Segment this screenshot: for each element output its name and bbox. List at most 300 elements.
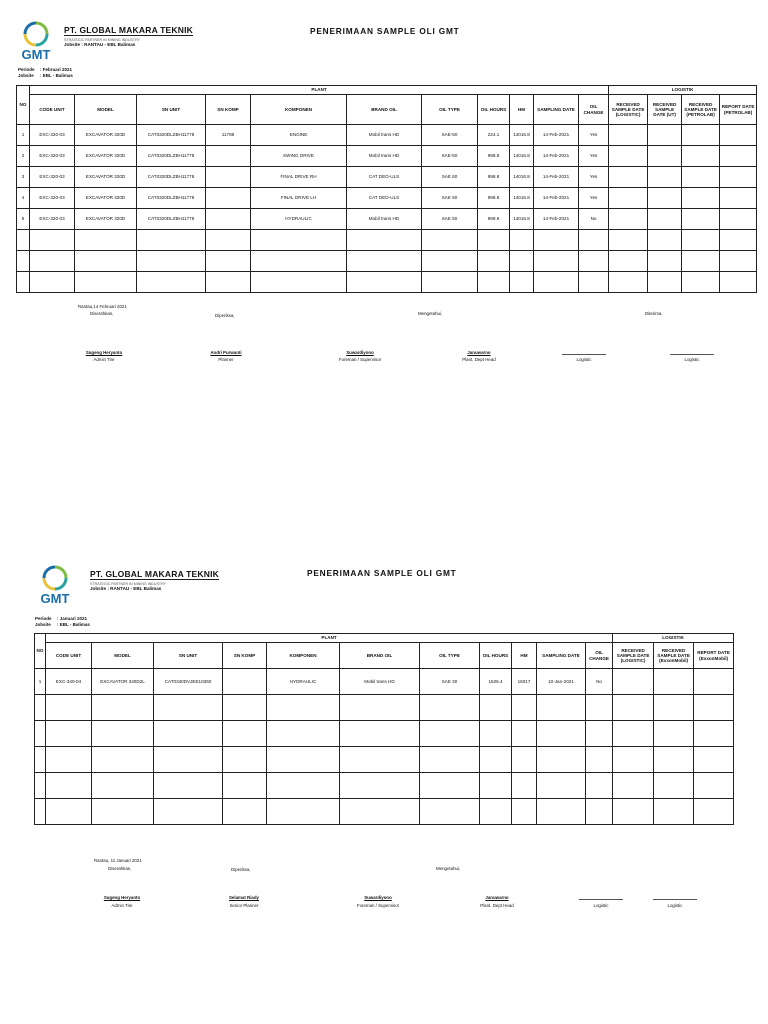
- table-cell: [586, 799, 613, 825]
- table-cell: [251, 251, 347, 272]
- table-cell: [609, 146, 648, 167]
- table-cell: [586, 747, 613, 773]
- table-cell: 998.8: [478, 188, 510, 209]
- table-cell: SAE 60: [422, 188, 478, 209]
- table-cell: [682, 125, 720, 146]
- table-cell: EXC-340-04: [46, 669, 92, 695]
- col-hm: HM: [510, 95, 534, 125]
- table-cell: [586, 695, 613, 721]
- table-cell: [92, 721, 154, 747]
- table-cell: [30, 251, 75, 272]
- table-cell: [480, 747, 512, 773]
- signer-role: Foreman / Supervisor: [356, 903, 400, 908]
- signature-line: [670, 354, 714, 355]
- table-cell: [223, 695, 267, 721]
- table-cell: [206, 251, 251, 272]
- table-cell: HYDRAULIC: [251, 209, 347, 230]
- table-cell: [537, 695, 586, 721]
- table-row: [17, 209, 757, 230]
- table-cell: SAE 60: [422, 167, 478, 188]
- table-cell: Mobil trans HD: [347, 125, 422, 146]
- table-cell: [534, 230, 579, 251]
- table-cell: [137, 251, 206, 272]
- table-cell: EXC-320-03: [30, 146, 75, 167]
- gmt-logo: [35, 564, 75, 606]
- table-row: [35, 747, 734, 773]
- jobsite-label: Jobsite: [18, 73, 34, 78]
- table-cell: [17, 272, 30, 293]
- table-cell: [682, 251, 720, 272]
- table-cell: 14-Feb-2021: [534, 125, 579, 146]
- col-sampling-date: SAMPLING DATE: [534, 95, 579, 125]
- table-cell: [613, 747, 654, 773]
- signer-role: Planner: [218, 357, 234, 362]
- table-cell: [206, 146, 251, 167]
- table-cell: [340, 773, 420, 799]
- col-oil-change: OIL CHANGE: [579, 95, 609, 125]
- col-komponen: KOMPONEN: [251, 95, 347, 125]
- col-no: NO: [17, 86, 30, 125]
- table-cell: [223, 721, 267, 747]
- table-row: [35, 695, 734, 721]
- table-row: [17, 272, 757, 293]
- col-report-petrolab: REPORT DATE (PETROLAB): [720, 95, 757, 125]
- table-cell: CAT DEO-ULS: [347, 188, 422, 209]
- periode-value: : Januari 2021: [57, 616, 88, 621]
- col-model: MODEL: [92, 643, 154, 669]
- table-body: [35, 669, 734, 825]
- table-cell: [267, 773, 340, 799]
- signer-role: Plant. Dept Head: [462, 357, 496, 362]
- signer-role: Logistic: [576, 357, 592, 362]
- table-row: [17, 167, 757, 188]
- table-cell: [613, 695, 654, 721]
- table-cell: No: [586, 669, 613, 695]
- table-cell: [694, 669, 734, 695]
- table-cell: [648, 188, 682, 209]
- table-cell: SAE-50: [422, 125, 478, 146]
- sign-diserahkan: Diserahkan,: [90, 311, 114, 316]
- table-cell: [694, 747, 734, 773]
- col-report-exxonmobil: REPORT DATE (ExxonMobil): [694, 643, 734, 669]
- table-cell: [586, 773, 613, 799]
- sign-city-date: Rantau, 11 Januari 2021: [94, 858, 142, 863]
- table-cell: [223, 669, 267, 695]
- sign-diperiksa: Diperiksa,: [231, 867, 251, 872]
- table-cell: Mobil trans HD: [347, 146, 422, 167]
- group-plant: PLANT: [46, 634, 613, 643]
- jobsite-value: : EBL - Balimas: [40, 73, 73, 78]
- table-cell: [347, 230, 422, 251]
- table-row: [35, 721, 734, 747]
- table-cell: SWING DRIVE: [251, 146, 347, 167]
- table-cell: [340, 721, 420, 747]
- table-cell: HYDRAULIC: [267, 669, 340, 695]
- table-cell: No: [579, 209, 609, 230]
- col-sn-unit: SN UNIT: [154, 643, 223, 669]
- table-cell: 14-Feb-2021: [534, 167, 579, 188]
- table-cell: SAE 30: [420, 669, 480, 695]
- table-cell: [654, 695, 694, 721]
- table-cell: [648, 167, 682, 188]
- table-cell: [206, 167, 251, 188]
- table-cell: [694, 695, 734, 721]
- table-cell: [480, 799, 512, 825]
- table-cell: [92, 773, 154, 799]
- table-cell: [251, 230, 347, 251]
- meta-block: [18, 67, 73, 79]
- table-cell: [654, 669, 694, 695]
- table-cell: [720, 125, 757, 146]
- table-cell: [75, 272, 137, 293]
- table-cell: [267, 799, 340, 825]
- table-cell: EXCAVATOR 340D2L: [92, 669, 154, 695]
- table-cell: [30, 272, 75, 293]
- table-cell: 14-Feb-2021: [534, 146, 579, 167]
- table-cell: [613, 799, 654, 825]
- col-received-logistic: RECEIVED SAMPLE DATE (LOGISTIC): [613, 643, 654, 669]
- signer-role: Logistic: [593, 903, 609, 908]
- col-sn-komp: SN KOMP: [206, 95, 251, 125]
- table-cell: [512, 799, 537, 825]
- col-no: NO: [35, 634, 46, 669]
- table-cell: [720, 146, 757, 167]
- col-received-petrolab: RECEIVED SAMPLE DATE (PETROLAB): [682, 95, 720, 125]
- table-cell: [35, 721, 46, 747]
- table-body: [17, 125, 757, 293]
- table-cell: [720, 188, 757, 209]
- table-cell: [682, 167, 720, 188]
- sign-diperiksa: Diperiksa,: [215, 313, 235, 318]
- sign-city-date: Rantau,14 Februari 2021: [78, 304, 127, 309]
- table-cell: [478, 272, 510, 293]
- table-cell: [223, 773, 267, 799]
- col-oil-change: OIL CHANGE: [586, 643, 613, 669]
- table-cell: [534, 272, 579, 293]
- table-cell: [267, 721, 340, 747]
- col-komponen: KOMPONEN: [267, 643, 340, 669]
- signer-name: Januwarno: [467, 350, 491, 355]
- table-cell: 4: [17, 188, 30, 209]
- table-cell: [609, 251, 648, 272]
- table-cell: [720, 230, 757, 251]
- table-cell: CAT0320DLZBH11778: [137, 146, 206, 167]
- meta-block: [35, 616, 90, 628]
- signer-name: Sugeng Heryanto: [85, 350, 123, 355]
- table-cell: [46, 747, 92, 773]
- table-cell: Mobil trans HD: [340, 669, 420, 695]
- table-cell: 14016.8: [510, 167, 534, 188]
- col-brand-oil: BRAND OIL: [340, 643, 420, 669]
- svg-text:GMT: GMT: [40, 591, 70, 606]
- table-cell: [720, 272, 757, 293]
- col-oil-type: OIL TYPE: [422, 95, 478, 125]
- table-cell: [223, 799, 267, 825]
- periode-label: Periode: [35, 616, 52, 621]
- col-oil-hours: OIL HOURS: [478, 95, 510, 125]
- table-cell: 14016.8: [510, 209, 534, 230]
- signer-name: Suwardiyono: [346, 350, 374, 355]
- table-cell: [609, 188, 648, 209]
- table-cell: 14-Feb-2021: [534, 188, 579, 209]
- table-cell: [512, 747, 537, 773]
- table-cell: 5: [17, 209, 30, 230]
- document-title: PENERIMAAN SAMPLE OLI GMT: [310, 26, 460, 36]
- table-cell: ENGINE: [251, 125, 347, 146]
- table-cell: [609, 125, 648, 146]
- signer-name: Andri Purwanti: [210, 350, 242, 355]
- gmt-logo-icon: [35, 564, 75, 606]
- col-received-exxonmobil: RECEIVED SAMPLE DATE (ExxonMobil): [654, 643, 694, 669]
- table-cell: [206, 209, 251, 230]
- table-cell: Yes: [579, 188, 609, 209]
- table-cell: SAE-50: [422, 146, 478, 167]
- table-cell: [648, 125, 682, 146]
- signature-line: [579, 899, 623, 900]
- col-received-logistic: RECEIVED SAMPLE DATE (LOGISTIC): [609, 95, 648, 125]
- table-cell: [422, 251, 478, 272]
- col-code-unit: CODE UNIT: [30, 95, 75, 125]
- signer-role: Admin Tire: [93, 357, 115, 362]
- sheet-january: [0, 512, 768, 1024]
- signer-role: Foreman / Supervisor: [338, 357, 382, 362]
- table-cell: [694, 773, 734, 799]
- signer-name: Sugeng Heryanto: [103, 895, 141, 900]
- table-cell: EXC-320-03: [30, 188, 75, 209]
- table-cell: [480, 721, 512, 747]
- col-brand-oil: BRAND OIL: [347, 95, 422, 125]
- table-cell: [154, 721, 223, 747]
- table-cell: [206, 188, 251, 209]
- table-cell: [579, 272, 609, 293]
- col-oil-type: OIL TYPE: [420, 643, 480, 669]
- company-jobsite: Jobsite : RANTAU - EBL Balimas: [64, 42, 136, 47]
- table-cell: [586, 721, 613, 747]
- table-cell: [154, 695, 223, 721]
- table-cell: [223, 747, 267, 773]
- table-cell: [579, 251, 609, 272]
- signature-line: [653, 899, 697, 900]
- table-cell: [609, 167, 648, 188]
- table-cell: EXCAVATOR 320D: [75, 125, 137, 146]
- sign-diserahkan: Diserahkan,: [108, 866, 132, 871]
- table-cell: CAT0320DLZBH11778: [137, 167, 206, 188]
- table-cell: [510, 251, 534, 272]
- company-jobsite: Jobsite : RANTAU - EBL Balimas: [90, 586, 162, 591]
- table-cell: [347, 251, 422, 272]
- table-cell: [720, 251, 757, 272]
- col-sn-komp: SN KOMP: [223, 643, 267, 669]
- table-cell: 1: [17, 125, 30, 146]
- table-cell: [92, 695, 154, 721]
- group-logistik: LOGISTIK: [609, 86, 757, 95]
- table-cell: [654, 799, 694, 825]
- table-cell: [609, 272, 648, 293]
- table-cell: [478, 251, 510, 272]
- signer-role: Admin Tire: [111, 903, 133, 908]
- table-cell: [720, 209, 757, 230]
- table-cell: [512, 695, 537, 721]
- col-oil-hours: OIL HOURS: [480, 643, 512, 669]
- signer-name: Suwardiyono: [364, 895, 392, 900]
- signer-role: Plant. Dept Head: [480, 903, 514, 908]
- signer-role: Senior Planner: [229, 903, 259, 908]
- svg-text:GMT: GMT: [21, 47, 51, 62]
- table-cell: [694, 799, 734, 825]
- table-cell: [613, 669, 654, 695]
- periode-value: : Februari 2021: [40, 67, 73, 72]
- table-cell: [682, 146, 720, 167]
- company-block: [64, 20, 193, 48]
- table-cell: [537, 721, 586, 747]
- table-cell: [347, 272, 422, 293]
- table-cell: [480, 695, 512, 721]
- table-cell: FINAL DRIVE RH: [251, 167, 347, 188]
- signer-role: Logistic: [684, 357, 700, 362]
- table-cell: EXC-320-03: [30, 125, 75, 146]
- table-cell: [510, 230, 534, 251]
- table-row: [17, 146, 757, 167]
- table-cell: [682, 230, 720, 251]
- gmt-logo: [16, 20, 56, 62]
- table-row: [17, 125, 757, 146]
- table-cell: EXCAVATOR 320D: [75, 209, 137, 230]
- table-cell: [46, 721, 92, 747]
- table-cell: [609, 209, 648, 230]
- table-cell: [648, 272, 682, 293]
- col-hm: HM: [512, 643, 537, 669]
- table-cell: [154, 747, 223, 773]
- table-cell: [654, 747, 694, 773]
- table-cell: [92, 799, 154, 825]
- col-sampling-date: SAMPLING DATE: [537, 643, 586, 669]
- table-cell: [420, 721, 480, 747]
- table-cell: 16017: [512, 669, 537, 695]
- table-cell: FINAL DRIVE LH: [251, 188, 347, 209]
- company-name: PT. GLOBAL MAKARA TEKNIK: [64, 25, 193, 35]
- table-cell: EXC-320-03: [30, 209, 75, 230]
- table-cell: [30, 230, 75, 251]
- company-name: PT. GLOBAL MAKARA TEKNIK: [90, 569, 219, 579]
- col-code-unit: CODE UNIT: [46, 643, 92, 669]
- table-cell: [206, 230, 251, 251]
- table-row: [35, 799, 734, 825]
- company-block: [90, 564, 219, 592]
- table-cell: Mobil trans HD: [347, 209, 422, 230]
- table-cell: [648, 230, 682, 251]
- table-cell: [512, 721, 537, 747]
- table-cell: [206, 272, 251, 293]
- table-cell: [694, 721, 734, 747]
- company-tagline: STRATEGIC PARTNER IN MINING INDUSTRY: [90, 582, 167, 586]
- table-cell: [420, 695, 480, 721]
- table-cell: EXC-320-03: [30, 167, 75, 188]
- table-cell: [534, 251, 579, 272]
- table-cell: [537, 747, 586, 773]
- table-cell: 14016.8: [510, 125, 534, 146]
- table-row: [17, 188, 757, 209]
- table-cell: 14016.8: [510, 146, 534, 167]
- table-cell: [154, 773, 223, 799]
- table-cell: [720, 167, 757, 188]
- table-cell: 1526.4: [480, 669, 512, 695]
- sign-mengetahui: Mengetahui,: [418, 311, 443, 316]
- table-cell: [648, 251, 682, 272]
- table-cell: [682, 272, 720, 293]
- table-row: [17, 251, 757, 272]
- table-cell: 14-Feb-2021: [534, 209, 579, 230]
- table-cell: [537, 773, 586, 799]
- table-cell: Yes: [579, 146, 609, 167]
- signature-line: [562, 354, 606, 355]
- col-sn-unit: SN UNIT: [137, 95, 206, 125]
- table-cell: [137, 272, 206, 293]
- table-cell: 2: [17, 146, 30, 167]
- table-cell: [420, 799, 480, 825]
- table-cell: [480, 773, 512, 799]
- table-cell: [340, 799, 420, 825]
- jobsite-label: Jobsite: [35, 622, 51, 627]
- gmt-logo-icon: [16, 20, 56, 62]
- table-cell: [75, 251, 137, 272]
- group-plant: PLANT: [30, 86, 609, 95]
- table-cell: [579, 230, 609, 251]
- table-cell: [35, 695, 46, 721]
- table-cell: CAT0320DLZBH11778: [137, 125, 206, 146]
- table-cell: [510, 272, 534, 293]
- table-row: [17, 230, 757, 251]
- signer-name: Januwarno: [485, 895, 509, 900]
- signer-name: Selamat Riady: [228, 895, 260, 900]
- table-cell: Yes: [579, 167, 609, 188]
- sign-mengetahui: Mengetahui,: [436, 866, 461, 871]
- col-model: MODEL: [75, 95, 137, 125]
- table-cell: [648, 146, 682, 167]
- table-row: [35, 669, 734, 695]
- col-received-ut: RECEIVED SAMPLE DATE (UT): [648, 95, 682, 125]
- table-cell: [17, 230, 30, 251]
- table-cell: [154, 799, 223, 825]
- table-cell: Yes: [579, 125, 609, 146]
- table-cell: CAT0320DLZBH11778: [137, 188, 206, 209]
- table-cell: CAT DEO-ULS: [347, 167, 422, 188]
- table-cell: [137, 230, 206, 251]
- table-cell: [537, 799, 586, 825]
- table-cell: CAT0340DVJEE10360: [154, 669, 223, 695]
- table-cell: [35, 747, 46, 773]
- table-cell: 14016.8: [510, 188, 534, 209]
- table-cell: [613, 721, 654, 747]
- table-cell: [613, 773, 654, 799]
- table-cell: [654, 773, 694, 799]
- table-cell: SAE 50: [422, 209, 478, 230]
- sample-table: [16, 85, 757, 293]
- table-cell: 1: [35, 669, 46, 695]
- company-tagline: STRATEGIC PARTNER IN MINING INDUSTRY: [64, 38, 141, 42]
- table-cell: [17, 251, 30, 272]
- table-cell: [609, 230, 648, 251]
- table-cell: CAT0320DLZBH11778: [137, 209, 206, 230]
- table-cell: [46, 799, 92, 825]
- periode-label: Periode: [18, 67, 35, 72]
- table-cell: [35, 799, 46, 825]
- table-cell: [340, 747, 420, 773]
- document-title: PENERIMAAN SAMPLE OLI GMT: [307, 568, 457, 578]
- table-cell: [648, 209, 682, 230]
- table-cell: 224.1: [478, 125, 510, 146]
- table-cell: EXCAVATOR 320D: [75, 146, 137, 167]
- table-cell: [267, 747, 340, 773]
